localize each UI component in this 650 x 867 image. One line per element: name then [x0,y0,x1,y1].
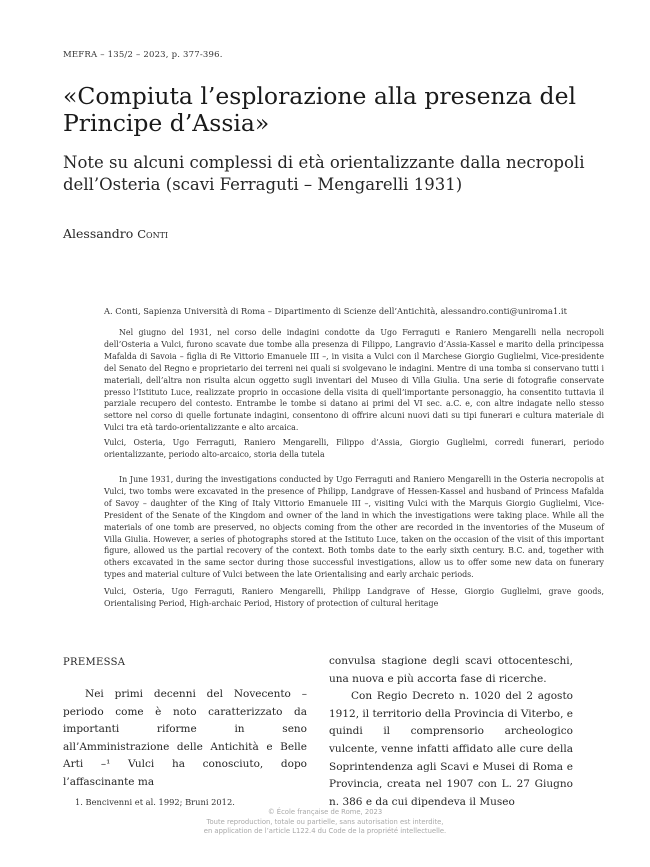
abstract-italian-text: Nel giugno del 1931, nel corso delle indagini condotte da Ugo Ferraguti e Raniero Mengarelli nella necropoli dell’Osteria a Vulci, furono scavate due tombe alla presenza di Filippo, Langravio d’Assia-Kassel e marito della principessa Mafalda di Savoia – figlia di Re Vittorio Emanuele III –, in visita a Vulci con il Marchese Giorgio Guglielmi, Vice-presidente del Senato del Regno e proprietario dei terreni nei quali si svolgevano le indagini. Mentre di una tomba si conservano tutti i materiali, dell’altra non risulta alcun oggetto sugli inventari del Museo di Villa Giulia. Una serie di fotografie conservate presso l’Istituto Luce, realizzate proprio in occasione della visita di quell’importante personaggio, ha consentito tuttavia il parziale recupero del contesto. Entrambe le tombe si datano ai primi del VI sec. a.C. e, con altre indagate nello stesso settore nel corso di quelle fortunate indagini, consentono di offrire alcuni nuovi dati su tipi funerari e cultura materiale di Vulci tra età tardo-orientalizzante e alto arcaica. [104,328,604,433]
running-head: MEFRA – 135/2 – 2023, p. 377-396. [63,50,223,60]
copyright-notice [200,808,450,837]
body-paragraph: Con Regio Decreto n. 1020 del 2 agosto 1912, il territorio della Provincia di Viterbo, e quindi il comprensorio archeologico vulcente, venne infatti affidato alle cure della Soprintendenza agli Scavi e Musei di Roma e Provincia, creata nel 1907 con L. 27 Giugno n. 386 e da cui dipendeva il Museo [329,690,573,808]
abstract-italian [104,327,604,434]
copyright-line: Toute reproduction, totale ou partielle, sans autorisation est interdite, [206,817,444,826]
author-affiliation: A. Conti, Sapienza Università di Roma – Dipartimento di Scienze dell’Antichità, alessandro.conti@uniroma1.it [104,306,567,316]
article-subtitle: Note su alcuni complessi di età orientalizzante dalla necropoli dell’Osteria (scavi Ferraguti – Mengarelli 1931) [63,153,585,194]
copyright-line: en application de l’article L122.4 du Code de la propriété intellectuelle. [203,827,447,836]
author-last-name: Conti [137,227,169,241]
abstract-english [104,474,604,581]
keywords-english-text: Vulci, Osteria, Ugo Ferraguti, Raniero Mengarelli, Philipp Landgrave of Hesse, Giorgio Guglielmi, grave goods, Orientalising Period, High-archaic Period, History of protection of cultural heritage [104,587,604,608]
author-first-name: Alessandro [63,226,138,241]
keywords-english [104,586,604,610]
body-column-left [63,686,307,792]
section-heading: PREMESSA [63,657,126,668]
keywords-italian-text: Vulci, Osteria, Ugo Ferraguti, Raniero Mengarelli, Filippo d’Assia, Giorgio Guglielmi, corredi funerari, periodo orientalizzante, periodo alto-arcaico, storia della tutela [104,438,604,459]
author-name [63,226,168,241]
keywords-italian [104,437,604,461]
body-paragraph: Nei primi decenni del Novecento – periodo come è noto caratterizzato da importanti riforme in seno all’Amministrazione delle Antichità e Belle Arti –¹ Vulci ha conosciuto, dopo l’affascinante ma [63,688,307,788]
article-title: «Compiuta l’esplorazione alla presenza del Principe d’Assia» [63,82,577,137]
abstract-english-text: In June 1931, during the investigations conducted by Ugo Ferraguti and Raniero Mengarelli in the Osteria necropolis at Vulci, two tombs were excavated in the presence of Philipp, Landgrave of Hessen-Kassel and husband of Princess Mafalda of Savoy – daughter of the King of Italy Vittorio Emanuele III –, visiting Vulci with the Marquis Giorgio Guglielmi, Vice-President of the Senate of the Kingdom and owner of the land in which the investigations were taking place. While all the materials of one tomb are preserved, no objects coming from the other are recorded in the inventories of the Museum of Villa Giulia. However, a series of photographs stored at the Istituto Luce, taken on the occasion of the visit of this important figure, allowed us the partial recovery of the context. Both tombs date to the early sixth century. B.C. and, together with others excavated in the same sector during those successful investigations, allow us to offer some new data on funerary types and material culture of Vulci between the late Orientalising and early archaic periods. [104,475,604,580]
footnote: 1. Bencivenni et al. 1992; Bruni 2012. [75,797,235,807]
body-paragraph: convulsa stagione degli scavi ottocenteschi, una nuova e più accorta fase di ricerche. [329,655,573,685]
body-column-right [329,653,573,811]
copyright-line: © École française de Rome, 2023 [267,808,383,816]
